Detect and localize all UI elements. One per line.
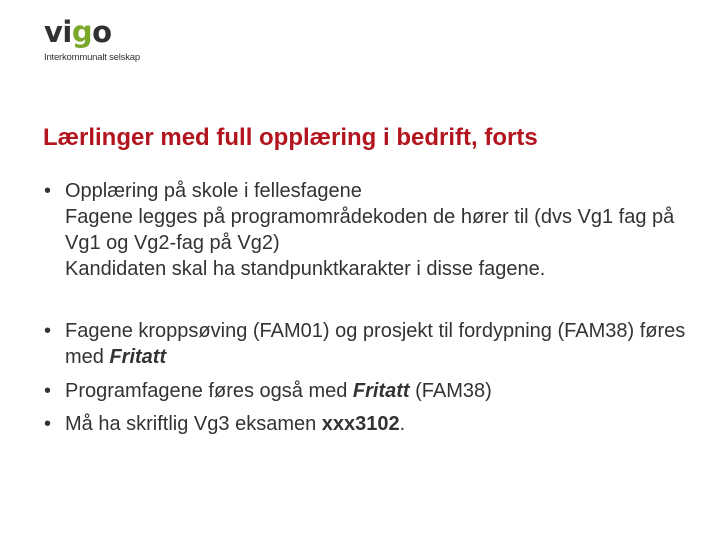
bullet-dot: • — [44, 413, 52, 435]
bullet-text-after: . — [399, 413, 406, 435]
bullet-text: Må ha skriftlig Vg3 eksamen — [65, 413, 322, 435]
logo-subtitle: Interkommunalt selskap — [44, 52, 140, 63]
slide-title: Lærlinger med full opplæring i bedrift, forts — [43, 124, 538, 151]
logo-text-g: g — [71, 15, 93, 49]
bullet-item — [44, 378, 694, 404]
bullet-item — [44, 178, 694, 282]
logo-wordmark — [44, 14, 140, 50]
emphasis-text: Fritatt — [109, 346, 167, 368]
bullet-text: Fagene kroppsøving (FAM01) og prosjekt til fordypning (FAM38) føres med — [65, 320, 686, 368]
bullet-dot: • — [44, 320, 52, 342]
bullet-dot: • — [44, 180, 52, 202]
bullet-text-after: (FAM38) — [409, 380, 492, 402]
bullet-text: Fagene legges på programområdekoden de hører til (dvs Vg1 fag på Vg1 og Vg2-fag på Vg2) — [65, 206, 675, 254]
emphasis-text: xxx3102 — [321, 413, 400, 435]
bullet-item — [44, 318, 694, 370]
bullet-text: Programfagene føres også med — [65, 380, 353, 402]
bullet-item — [44, 411, 694, 437]
spacer — [44, 282, 694, 318]
vigo-logo — [44, 14, 140, 63]
logo-text-prefix: vi — [44, 15, 72, 49]
logo-text-suffix: o — [92, 15, 112, 49]
bullet-text: Opplæring på skole i fellesfagene — [65, 180, 362, 202]
emphasis-text: Fritatt — [352, 380, 410, 402]
slide-content — [44, 178, 694, 437]
bullet-text: Kandidaten skal ha standpunktkarakter i disse fagene. — [65, 258, 546, 280]
bullet-dot: • — [44, 380, 52, 402]
